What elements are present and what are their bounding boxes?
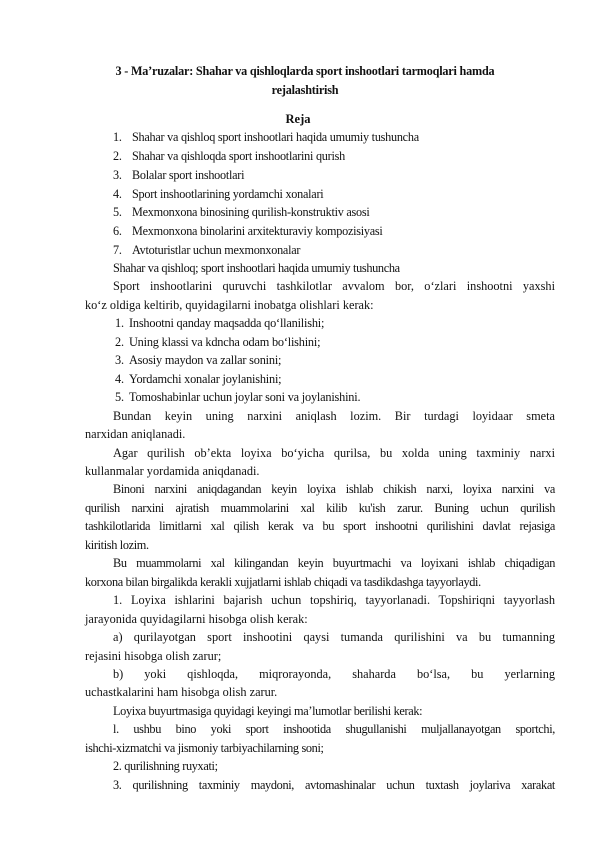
- plan-item: 2. Shahar va qishloqda sport inshootlarini qurish: [113, 148, 345, 163]
- plan-item: 3. Bolalar sport inshootlari: [113, 167, 245, 182]
- text-line: jarayonida quyidagilarni hisobga olish kerak:: [85, 611, 308, 626]
- text-line: 2. qurilishning ruyxati;: [113, 759, 218, 774]
- plan-item: 6. Mexmonxona binolarini arxitekturaviy kompozisiyasi: [113, 224, 383, 239]
- text-line: 3. qurilishning taxminiy maydoni, avtomashinalar uchun tuxtash joylariva xarakat: [113, 777, 555, 792]
- plan-item: 4. Sport inshootlarining yordamchi xonalari: [113, 186, 324, 201]
- text-line: tashkilotlarida limitlarni xal qilish kerak va bu sport inshootni qurilishini davlat rejasiga: [85, 519, 555, 534]
- list-item: 4. Yordamchi xonalar joylanishini;: [115, 371, 282, 386]
- text-line: ishchi-xizmatchi va jismoniy tarbiyachilarning soni;: [85, 740, 324, 755]
- text-line: Bu muammolarni xal kilingandan keyin buyurtmachi va loyixani ishlab chiqadigan: [113, 556, 555, 571]
- text-line: Sport inshootlarini quruvchi tashkilotlar avvalom bor, o‘zlari inshootni yaxshi: [113, 279, 555, 294]
- text-line: 1. Loyixa ishlarini bajarish uchun topshiriq, tayyorlanadi. Topshiriqni tayyorlash: [113, 593, 555, 608]
- title-line-2: rejalashtirish: [271, 83, 339, 97]
- plan-item: 5. Mexmonxona binosining qurilish-konstruktiv asosi: [113, 205, 370, 220]
- text-line: rejasini hisobga olish zarur;: [85, 648, 222, 663]
- plan-list: [113, 128, 419, 260]
- title-line-1: 3 - Ma’ruzalar: Shahar va qishloqlarda sport inshootlari tarmoqlari hamda: [115, 64, 495, 78]
- section-heading: Shahar va qishloq; sport inshootlari haqida umumiy tushuncha: [113, 261, 400, 275]
- text-line: qurilish narxini ajratish muammolarini xal kilib ku'ish zarur. Buning uchun qurilish: [85, 500, 555, 515]
- text-line: ko‘z oldiga keltirib, quyidagilarni inobatga olishlari kerak:: [85, 297, 374, 312]
- text-line: Bundan keyin uning narxini aniqlash lozim. Bir turdagi loyidaar smeta: [113, 408, 555, 423]
- list-item: 5. Tomoshabinlar uchun joylar soni va joylanishini.: [115, 390, 361, 405]
- text-line: l. ushbu bino yoki sport inshootida shugullanishi muljallanayotgan sportchi,: [113, 722, 555, 737]
- text-line: korxona bilan birgalikda kerakli xujjatlarni ishlab chiqadi va tasdikdashga tayyorlaydi.: [85, 574, 481, 589]
- text-line: kullanmalar yordamida aniqdanadi.: [85, 463, 260, 478]
- lecture-title: [90, 62, 520, 100]
- list-item: 3. Asosiy maydon va zallar sonini;: [115, 353, 282, 368]
- list-item: 1. Inshootni qanday maqsadda qo‘llanilishi;: [115, 316, 325, 331]
- plan-item: 7. Avtoturistlar uchun mexmonxonalar: [113, 243, 301, 258]
- text-line: Loyixa buyurtmasiga quyidagi keyingi ma’lumotlar berilishi kerak:: [113, 703, 423, 718]
- text-line: Agar qurilish ob’ekta loyixa bo‘yicha qurilsa, bu xolda uning taxminiy narxi: [113, 445, 555, 460]
- text-line: Binoni narxini aniqdagandan keyin loyixa ishlab chikish narxi, loyixa narxini va: [113, 482, 555, 497]
- text-line: uchastkalarini ham hisobga olish zarur.: [85, 685, 278, 700]
- text-line: narxidan aniqlanadi.: [85, 427, 186, 442]
- text-line: b) yoki qishloqda, miqrorayonda, shaharda bo‘lsa, bu yerlarning: [113, 666, 555, 681]
- plan-heading: Reja: [285, 112, 311, 126]
- text-line: kiritish lozim.: [85, 537, 149, 552]
- body-text: [85, 259, 555, 794]
- plan-item: 1. Shahar va qishloq sport inshootlari haqida umumiy tushuncha: [113, 130, 419, 144]
- list-item: 2. Uning klassi va kdncha odam bo‘lishini;: [115, 334, 321, 349]
- text-line: a) qurilayotgan sport inshootini qaysi tumanda qurilishini va bu tumanning: [113, 630, 555, 645]
